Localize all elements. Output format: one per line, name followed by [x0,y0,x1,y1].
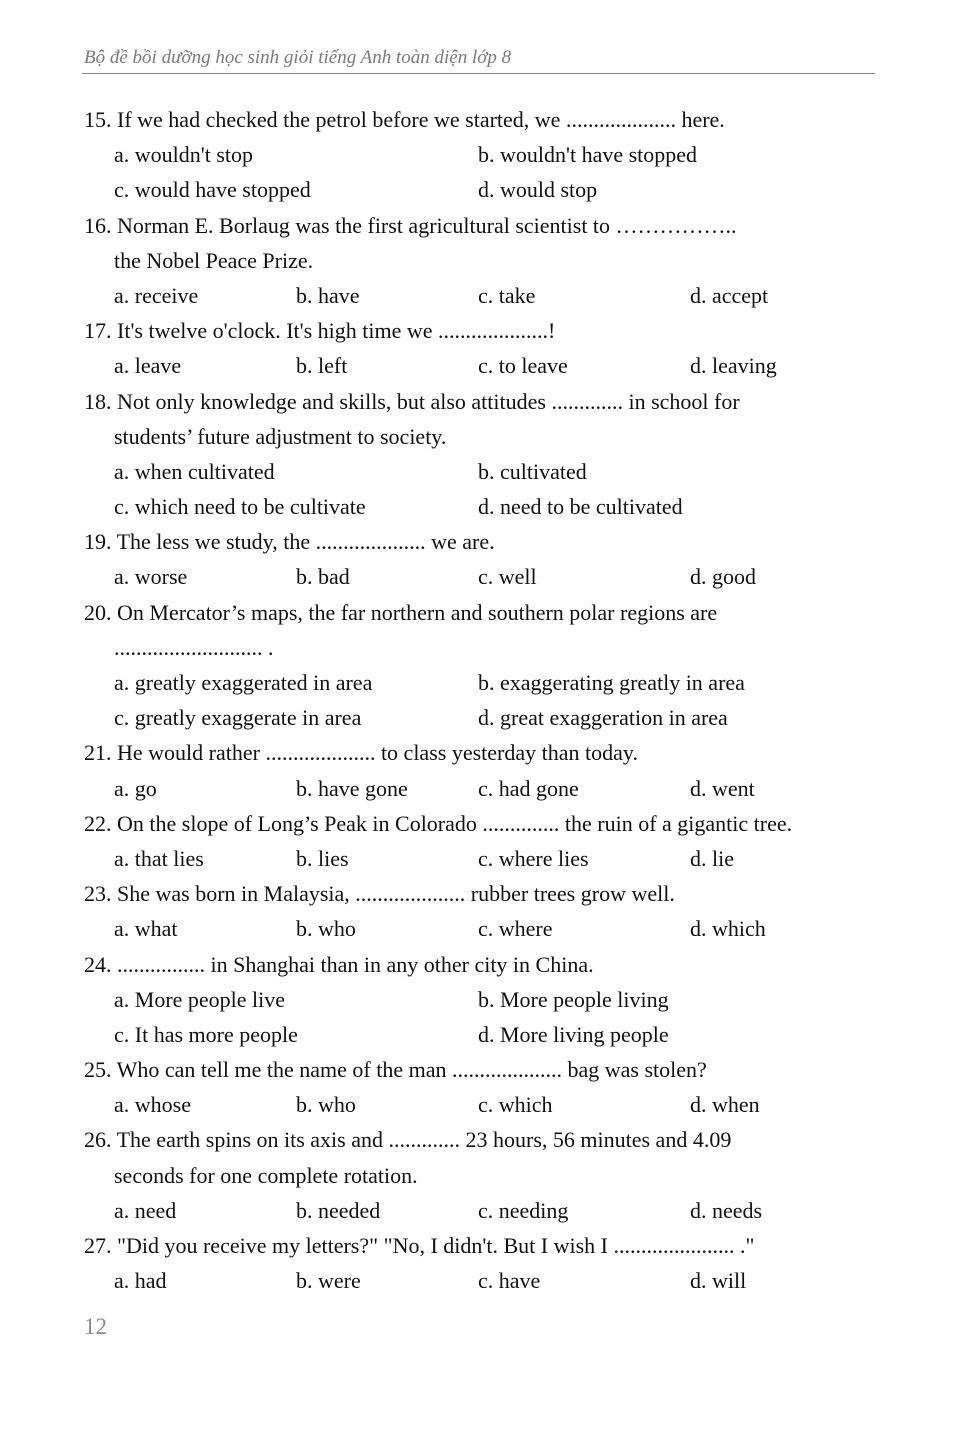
answer-option: d. will [690,1268,747,1294]
answer-option: a. go [114,775,157,801]
answer-options-row [84,911,874,946]
answer-option: b. cultivated [478,458,587,484]
answer-options-row [84,665,874,700]
answer-option: b. needed [296,1197,381,1223]
answer-option: c. to leave [478,353,568,379]
answer-option: d. which [690,916,766,942]
answer-option: d. needs [690,1197,763,1223]
answer-options-row [84,489,874,524]
question [84,102,874,208]
answer-option: a. had [114,1268,167,1294]
answer-option: c. have [478,1268,541,1294]
question-stem-continuation: the Nobel Peace Prize. [114,247,314,273]
question-stem: 15. If we had checked the petrol before we started, we .................... here. [84,107,725,132]
answer-option: d. accept [690,282,769,308]
answer-option: a. whose [114,1092,191,1118]
answer-option: d. lie [690,845,734,871]
header-divider [82,73,875,74]
question-stem: 17. It's twelve o'clock. It's high time we ....................! [84,318,556,344]
answer-option: d. would stop [478,177,598,203]
answer-option: a. need [114,1197,177,1223]
answer-options-row [84,982,874,1017]
answer-option: a. leave [114,353,182,379]
answer-options-row [84,1193,874,1228]
question [84,1228,874,1298]
answer-option: b. bad [296,564,350,590]
question-stem: 19. The less we study, the .................... we are. [84,529,495,555]
answer-option: c. take [478,282,536,308]
answer-option: c. where [478,916,553,942]
answer-option: c. greatly exaggerate in area [114,705,362,731]
answer-options-row [84,1087,874,1122]
answer-option: a. greatly exaggerated in area [114,670,373,695]
answer-option: c. well [478,564,537,590]
answer-option: a. wouldn't stop [114,142,254,168]
answer-option: b. who [296,916,356,942]
question-stem: 22. On the slope of Long’s Peak in Colorado .............. the ruin of a gigantic tree. [84,810,793,836]
question [84,595,874,736]
answer-option: c. would have stopped [114,177,311,203]
answer-options-row [84,454,874,489]
question-stem: 21. He would rather .................... to class yesterday than today. [84,740,638,766]
question [84,806,874,876]
question [84,1052,874,1122]
answer-options-row [84,1263,874,1298]
answer-option: b. left [296,353,348,379]
question [84,313,874,383]
answer-options-row [84,841,874,876]
answer-options-row [84,700,874,735]
question [84,524,874,594]
answer-options-row [84,771,874,806]
answer-options-row [84,559,874,594]
answer-option: b. exaggerating greatly in area [478,670,745,695]
answer-option: d. leaving [690,353,777,379]
question-stem: 18. Not only knowledge and skills, but also attitudes ............. in school for [84,388,740,414]
answer-option: a. that lies [114,845,204,871]
answer-option: b. were [296,1268,361,1294]
answer-option: b. have [296,282,360,308]
question-stem-continuation: students’ future adjustment to society. [114,423,447,449]
answer-option: a. what [114,916,178,942]
question [84,876,874,946]
answer-option: b. More people living [478,986,669,1012]
running-header: Bộ đề bồi dưỡng học sinh giỏi tiếng Anh toàn diện lớp 8 [84,47,512,68]
answer-option: d. good [690,564,756,590]
question-stem: 24. ................ in Shanghai than in any other city in China. [84,951,594,977]
answer-option: c. where lies [478,845,589,871]
question-stem: 27. "Did you receive my letters?" "No, I didn't. But I wish I ...................... ." [84,1233,755,1258]
answer-option: d. need to be cultivated [478,494,683,520]
answer-option: c. which need to be cultivate [114,494,366,520]
question-stem-continuation: ........................... . [114,634,274,660]
answer-option: d. went [690,775,755,801]
question [84,735,874,805]
answer-option: d. More living people [478,1021,669,1047]
answer-options-row [84,1017,874,1052]
answer-options-row [84,278,874,313]
answer-option: d. great exaggeration in area [478,705,728,731]
answer-option: c. It has more people [114,1021,298,1047]
answer-option: a. More people live [114,986,286,1012]
answer-option: a. receive [114,282,199,308]
answer-options-row [84,172,874,207]
question-stem: 26. The earth spins on its axis and ............. 23 hours, 56 minutes and 4.09 [84,1127,732,1153]
question [84,1122,874,1228]
answer-option: b. who [296,1092,356,1118]
answer-option: b. have gone [296,775,408,801]
question-stem: 23. She was born in Malaysia, .................... rubber trees grow well. [84,881,675,907]
question-stem: 16. Norman E. Borlaug was the first agricultural scientist to …………….. [84,212,737,238]
question [84,947,874,1053]
answer-options-row [84,348,874,383]
page-number: 12 [84,1314,107,1339]
question [84,208,874,314]
answer-options-row [84,137,874,172]
answer-option: c. which [478,1092,553,1118]
question-stem: 20. On Mercator’s maps, the far northern and southern polar regions are [84,599,718,625]
question [84,384,874,525]
answer-option: b. lies [296,845,349,871]
answer-option: c. had gone [478,775,579,801]
question-list [84,102,874,1298]
answer-option: a. when cultivated [114,458,275,484]
answer-option: c. needing [478,1197,569,1223]
answer-option: b. wouldn't have stopped [478,142,698,168]
question-stem-continuation: seconds for one complete rotation. [114,1162,418,1188]
question-stem: 25. Who can tell me the name of the man .................... bag was stolen? [84,1057,707,1083]
answer-option: a. worse [114,564,188,590]
answer-option: d. when [690,1092,760,1118]
